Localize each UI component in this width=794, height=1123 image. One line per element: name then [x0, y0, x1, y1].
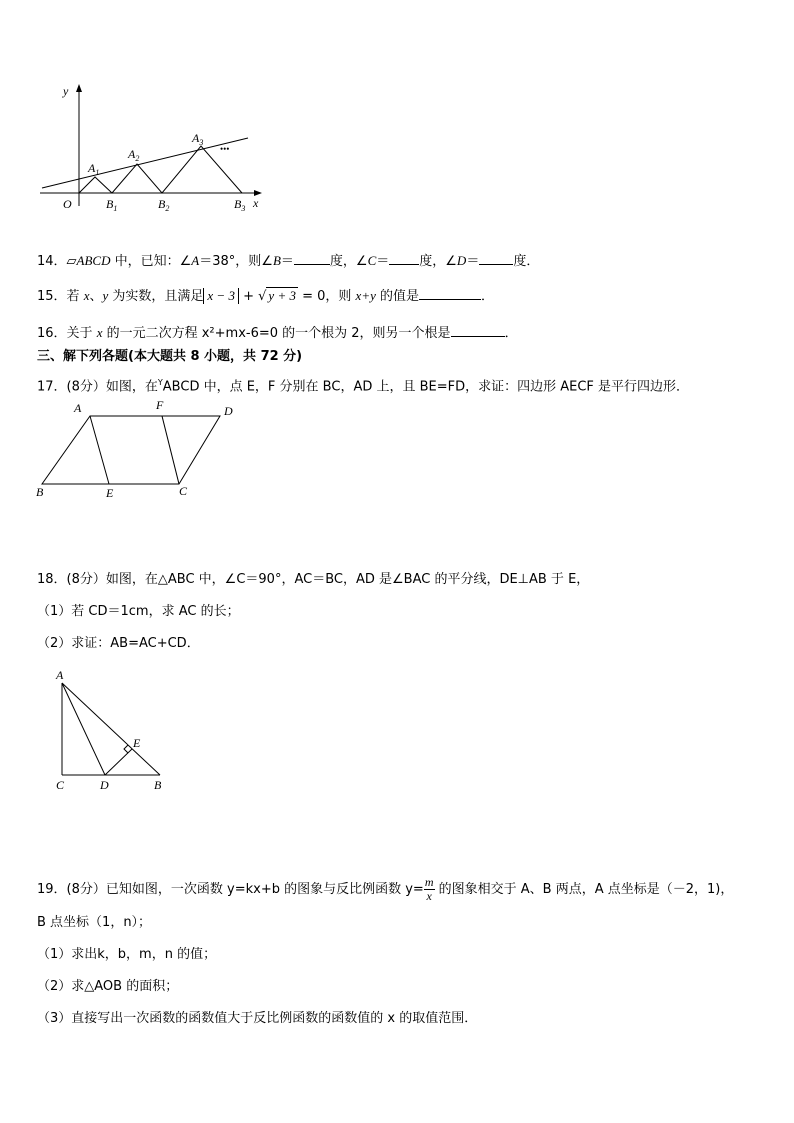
fig13-x-label: x	[253, 196, 259, 210]
section-3-heading: 三、解下列各题(本大题共 8 小题，共 72 分)	[37, 349, 303, 364]
question-16: 16．关于 x 的一元二次方程 x²+mx-6=0 的一个根为 2，则另一个根是 ．	[37, 322, 518, 343]
fig18-A: A	[56, 668, 64, 682]
fig17-A: A	[74, 401, 82, 415]
abs-expression: x − 3	[203, 288, 239, 304]
answer-blank-b[interactable]	[294, 250, 330, 265]
svg-text:A3: $A_3$	[192, 131, 204, 147]
fig17-E: E	[106, 486, 114, 498]
fig17-C: C	[179, 484, 188, 498]
fig13-y-label: y	[63, 84, 69, 98]
question-18-part-2: （2）求证：AB=AC+CD．	[37, 636, 200, 651]
sqrt-expression: y + 3	[268, 288, 296, 303]
svg-text:A1: $A_1$	[88, 161, 100, 177]
fraction-m-over-x: $\frac{m}{x}$	[424, 875, 434, 903]
fig13-A3: A	[192, 131, 200, 145]
question-19-part-1: （1）求出k，b，m，n 的值；	[37, 947, 217, 962]
fig13-A1: A	[88, 161, 96, 175]
fig13-B3: B	[234, 197, 242, 211]
fig17-D: D	[224, 404, 233, 418]
question-19-part-2: （2）求△AOB 的面积；	[37, 979, 179, 994]
svg-text:B1: $B_1$	[106, 197, 118, 213]
answer-blank-15[interactable]	[419, 285, 481, 300]
question-19-line-2: B 点坐标（1，n）；	[37, 915, 152, 930]
question-14: 14．▱ABCD 中，已知：∠A＝38°，则∠B＝ 度，∠C＝ 度，∠D＝ 度．	[37, 250, 539, 271]
fig13-B2: B	[158, 197, 166, 211]
question-15: 15．若 x、y 为实数，且满足 x − 3 + √ y + 3 = 0，则 x+y 的值是 ．	[37, 285, 494, 306]
question-19: 19．(8分）已知如图，一次函数 y=kx+b 的图象与反比例函数 y= $\frac{m}{x}$ 的图象相交于 A、B 两点，A 点坐标是（－2，1)，	[37, 875, 734, 903]
figure-q17	[34, 398, 254, 498]
fig17-F: F	[156, 398, 164, 412]
question-17: 17．(8分）如图，在$^Y$ABCD 中，点 E，F 分别在 BC，AD 上，且 BE=FD，求证：四边形 AECF 是平行四边形．	[37, 378, 690, 395]
svg-text:B2: $B_2$	[158, 197, 170, 213]
fig17-B: B	[36, 485, 44, 498]
answer-blank-d[interactable]	[479, 250, 513, 265]
fig13-B1: B	[106, 197, 114, 211]
question-19-part-3: （3）直接写出一次函数的函数值大于反比例函数的函数值的 x 的取值范围．	[37, 1011, 478, 1026]
fig13-origin: O	[63, 197, 72, 211]
fig18-B: B	[154, 778, 162, 792]
fig18-D: D	[100, 778, 109, 792]
question-18: 18．(8分）如图，在△ABC 中，∠C＝90°，AC＝BC，AD 是∠BAC 的平分线，DE⊥AB 于 E，	[37, 572, 590, 587]
fig18-E: E	[133, 736, 141, 750]
answer-blank-16[interactable]	[451, 322, 505, 337]
svg-text:A2: $A_2$	[128, 147, 140, 163]
figure-q13	[30, 80, 290, 220]
svg-text:B3: $B_3$	[234, 197, 246, 213]
fig13-dots: •••	[220, 144, 230, 154]
fig18-C: C	[56, 778, 65, 792]
question-18-part-1: （1）若 CD＝1cm，求 AC 的长；	[37, 604, 240, 619]
figure-q18	[50, 665, 190, 795]
answer-blank-c[interactable]	[389, 250, 419, 265]
fig13-A2: A	[128, 147, 136, 161]
